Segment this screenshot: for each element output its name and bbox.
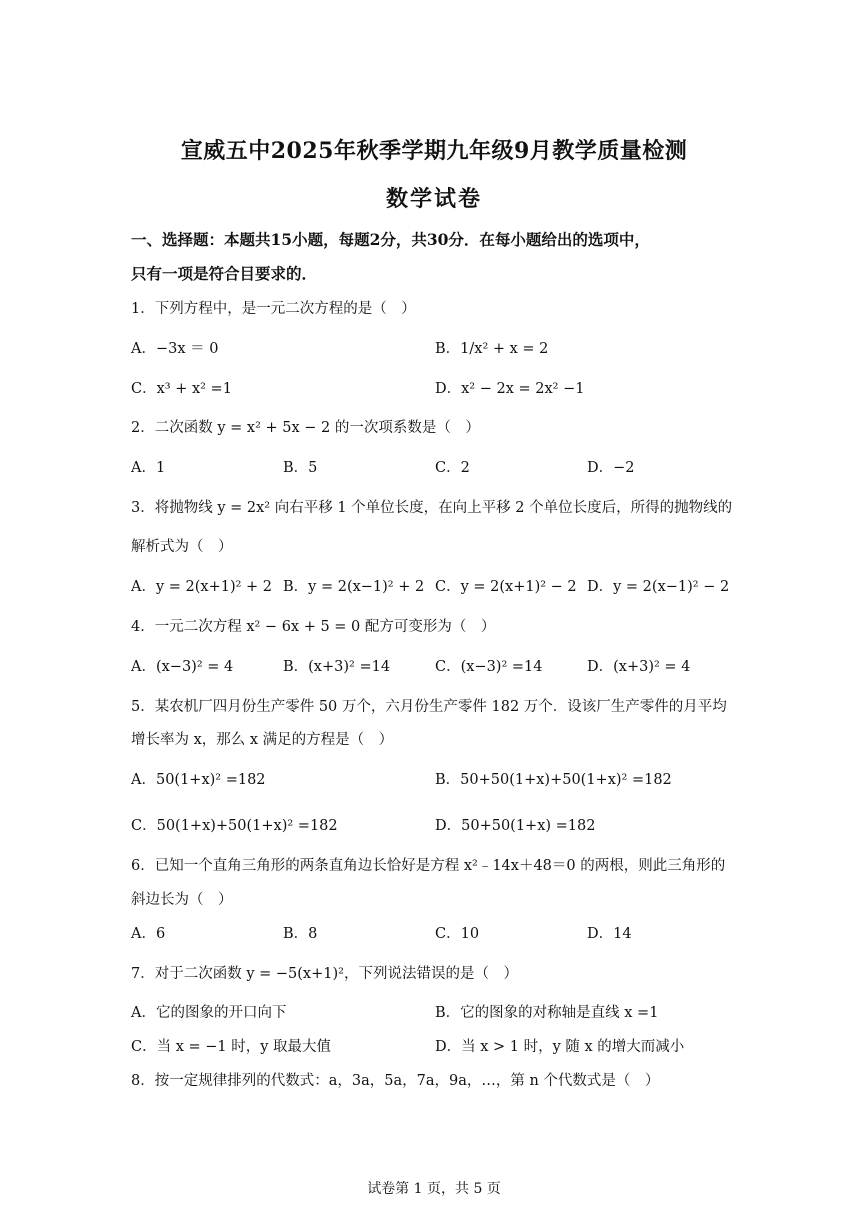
question-2-stem: 2．二次函数 y = x² + 5x − 2 的一次项系数是（ ） <box>131 420 480 436</box>
question-6-option-c: C．10 <box>435 926 480 942</box>
page-footer: 试卷第 1 页，共 5 页 <box>367 1181 501 1197</box>
question-6-option-b: B．8 <box>283 926 318 942</box>
question-5-stem-line1: 5．某农机厂四月份生产零件 50 万个，六月份生产零件 182 万个．设该厂生产零件的月平均 <box>131 699 727 715</box>
question-4-option-d: D．(x+3)² = 4 <box>587 659 691 675</box>
question-3-stem-line2: 解析式为（ ） <box>131 539 233 555</box>
question-2-option-a: A．1 <box>131 460 166 476</box>
question-7-stem: 7．对于二次函数 y = −5(x+1)²，下列说法错误的是（ ） <box>131 966 518 982</box>
section-heading-line1: 一、选择题：本题共15小题，每题2分，共30分．在每小题给出的选项中， <box>131 230 650 249</box>
question-5-option-a: A．50(1+x)² =182 <box>131 772 266 788</box>
question-1-option-c: C．x³ + x² =1 <box>131 381 232 397</box>
question-6-option-a: A．6 <box>131 926 166 942</box>
question-5-option-b: B．50+50(1+x)+50(1+x)² =182 <box>435 772 672 788</box>
exam-title: 宣威五中2025年秋季学期九年级9月教学质量检测 <box>180 138 688 164</box>
question-2-option-d: D．−2 <box>587 460 635 476</box>
question-5-option-c: C．50(1+x)+50(1+x)² =182 <box>131 818 338 834</box>
question-2-option-b: B．5 <box>283 460 318 476</box>
question-4-stem: 4．一元二次方程 x² − 6x + 5 = 0 配方可变形为（ ） <box>131 619 496 635</box>
question-3-stem-line1: 3．将抛物线 y = 2x² 向右平移 1 个单位长度，在向上平移 2 个单位长度后，所得的抛物线的 <box>131 500 733 516</box>
question-4-option-b: B．(x+3)² =14 <box>283 659 391 675</box>
question-7-option-b: B．它的图象的对称轴是直线 x =1 <box>435 1005 659 1021</box>
question-7-option-d: D．当 x > 1 时，y 随 x 的增大而减小 <box>435 1039 685 1055</box>
question-3-option-a: A．y = 2(x+1)² + 2 <box>131 579 273 595</box>
question-2-option-c: C．2 <box>435 460 470 476</box>
question-1-option-a: A．−3x ＝ 0 <box>131 341 219 357</box>
question-5-option-d: D．50+50(1+x) =182 <box>435 818 596 834</box>
question-4-option-a: A．(x−3)² = 4 <box>131 659 234 675</box>
question-3-option-b: B．y = 2(x−1)² + 2 <box>283 579 425 595</box>
exam-subtitle: 数学试卷 <box>385 186 482 212</box>
question-7-option-a: A．它的图象的开口向下 <box>131 1005 287 1021</box>
section-heading-line2: 只有一项是符合目要求的． <box>131 264 318 283</box>
question-3-option-d: D．y = 2(x−1)² − 2 <box>587 579 730 595</box>
question-1-option-b: B．1/x² + x = 2 <box>435 341 549 357</box>
question-5-stem-line2: 增长率为 x，那么 x 满足的方程是（ ） <box>131 732 394 748</box>
question-3-option-c: C．y = 2(x+1)² − 2 <box>435 579 577 595</box>
question-6-option-d: D．14 <box>587 926 632 942</box>
question-6-stem-line2: 斜边长为（ ） <box>131 892 233 908</box>
question-8-stem: 8．按一定规律排列的代数式：a，3a，5a，7a，9a，…，第 n 个代数式是（ ） <box>131 1073 660 1089</box>
question-6-stem-line1: 6．已知一个直角三角形的两条直角边长恰好是方程 x²﹣14x＋48＝0 的两根，则此三角形的 <box>131 858 726 874</box>
question-1-stem: 1．下列方程中，是一元二次方程的是（ ） <box>131 301 416 317</box>
question-4-option-c: C．(x−3)² =14 <box>435 659 543 675</box>
question-1-option-d: D．x² − 2x = 2x² −1 <box>435 381 585 397</box>
question-7-option-c: C．当 x = −1 时，y 取最大值 <box>131 1039 332 1055</box>
